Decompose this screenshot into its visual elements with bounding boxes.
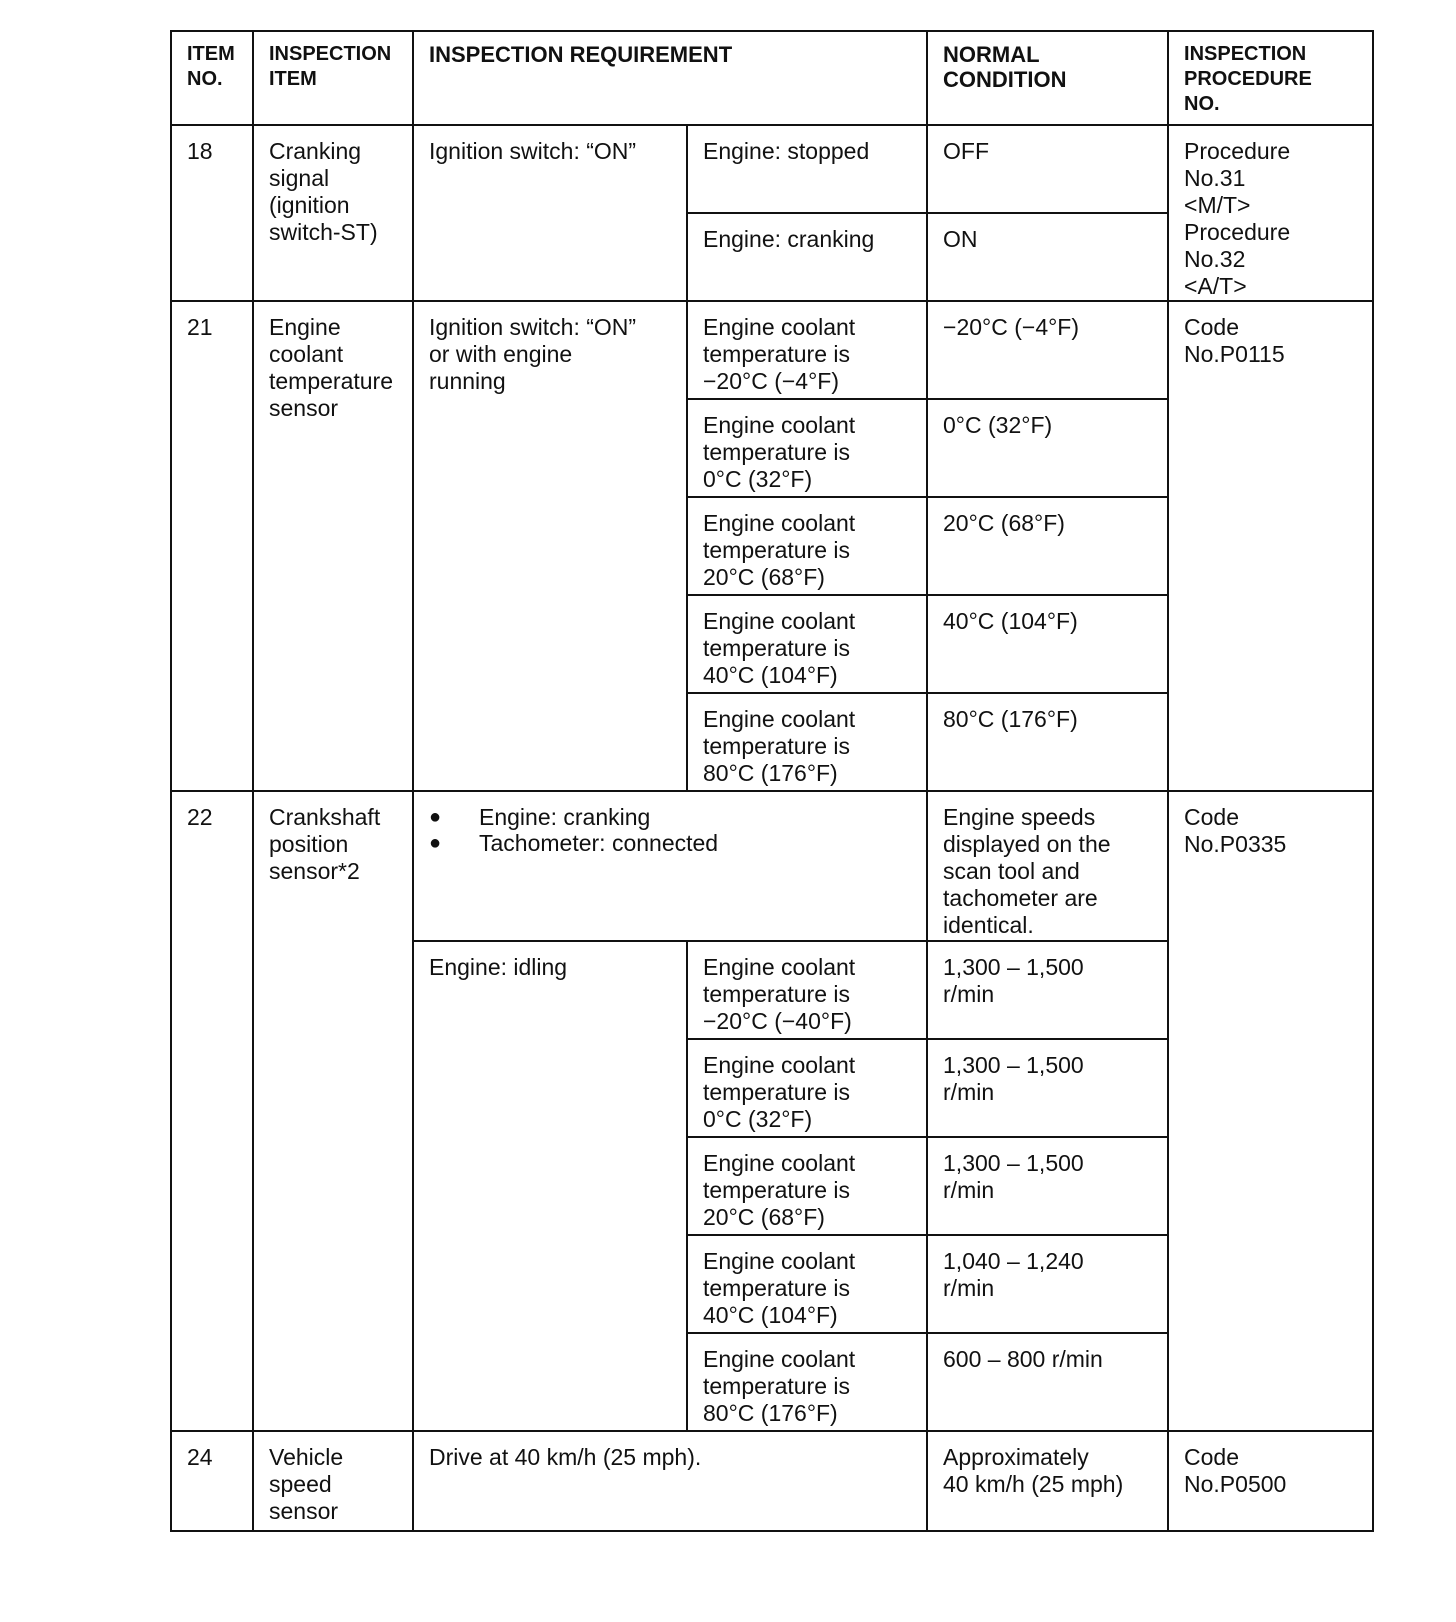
condition-cell: Engine coolant temperature is 40°C (104°F) (687, 595, 927, 693)
item-no-cell: 18 (171, 125, 253, 301)
normal-condition-cell: 1,300 – 1,500 r/min (927, 1137, 1168, 1235)
table-row (171, 791, 1373, 941)
normal-condition-cell: 0°C (32°F) (927, 399, 1168, 497)
requirement-cell: Ignition switch: “ON” or with engine running (413, 301, 687, 791)
normal-condition-cell: OFF (927, 125, 1168, 213)
inspection-item-cell: Cranking signal (ignition switch-ST) (253, 125, 413, 301)
normal-condition-cell: 80°C (176°F) (927, 693, 1168, 791)
header-item-no: ITEM NO. (171, 31, 253, 125)
procedure-cell: Code No.P0335 (1168, 791, 1373, 1431)
header-inspection-requirement: INSPECTION REQUIREMENT (413, 31, 927, 125)
inspection-item-cell: Engine coolant temperature sensor (253, 301, 413, 791)
inspection-table (170, 30, 1374, 1532)
header-procedure-no: INSPECTION PROCEDURE NO. (1168, 31, 1373, 125)
condition-cell: Engine coolant temperature is 20°C (68°F) (687, 497, 927, 595)
table-row (171, 301, 1373, 399)
normal-condition-cell: 20°C (68°F) (927, 497, 1168, 595)
condition-cell: Engine coolant temperature is 20°C (68°F) (687, 1137, 927, 1235)
condition-cell: Engine coolant temperature is 80°C (176°F) (687, 1333, 927, 1431)
item-no-cell: 24 (171, 1431, 253, 1531)
item-no-cell: 22 (171, 791, 253, 1431)
list-item: ● Engine: cranking (429, 804, 918, 830)
condition-cell: Engine coolant temperature is −20°C (−40°F) (687, 941, 927, 1039)
item-no-cell: 21 (171, 301, 253, 791)
condition-cell: Engine coolant temperature is 80°C (176°F) (687, 693, 927, 791)
requirement-cell: Engine: idling (413, 941, 687, 1431)
procedure-cell: Code No.P0500 (1168, 1431, 1373, 1531)
condition-cell: Engine coolant temperature is 40°C (104°F) (687, 1235, 927, 1333)
requirement-cell: Drive at 40 km/h (25 mph). (413, 1431, 927, 1531)
condition-cell: Engine coolant temperature is −20°C (−4°F) (687, 301, 927, 399)
normal-condition-cell: 1,300 – 1,500 r/min (927, 941, 1168, 1039)
normal-condition-cell: 1,040 – 1,240 r/min (927, 1235, 1168, 1333)
normal-condition-cell: −20°C (−4°F) (927, 301, 1168, 399)
procedure-cell: Procedure No.31 <M/T> Procedure No.32 <A/T> (1168, 125, 1373, 301)
header-inspection-item: INSPECTION ITEM (253, 31, 413, 125)
header-normal-condition: NORMAL CONDITION (927, 31, 1168, 125)
procedure-cell: Code No.P0115 (1168, 301, 1373, 791)
list-item: ● Tachometer: connected (429, 830, 918, 856)
condition-cell: Engine: stopped (687, 125, 927, 213)
requirement-cell (413, 791, 927, 941)
condition-cell: Engine coolant temperature is 0°C (32°F) (687, 1039, 927, 1137)
condition-cell: Engine coolant temperature is 0°C (32°F) (687, 399, 927, 497)
normal-condition-cell: 1,300 – 1,500 r/min (927, 1039, 1168, 1137)
table-row (171, 125, 1373, 213)
normal-condition-cell: 40°C (104°F) (927, 595, 1168, 693)
condition-cell: Engine: cranking (687, 213, 927, 301)
table-row (171, 1431, 1373, 1531)
inspection-item-cell: Vehicle speed sensor (253, 1431, 413, 1531)
bullet-list (429, 804, 918, 856)
normal-condition-cell: Engine speeds displayed on the scan tool and tachometer are identical. (927, 791, 1168, 941)
normal-condition-cell: Approximately 40 km/h (25 mph) (927, 1431, 1168, 1531)
normal-condition-cell: ON (927, 213, 1168, 301)
requirement-cell: Ignition switch: “ON” (413, 125, 687, 301)
header-row (171, 31, 1373, 125)
normal-condition-cell: 600 – 800 r/min (927, 1333, 1168, 1431)
inspection-item-cell: Crankshaft position sensor*2 (253, 791, 413, 1431)
